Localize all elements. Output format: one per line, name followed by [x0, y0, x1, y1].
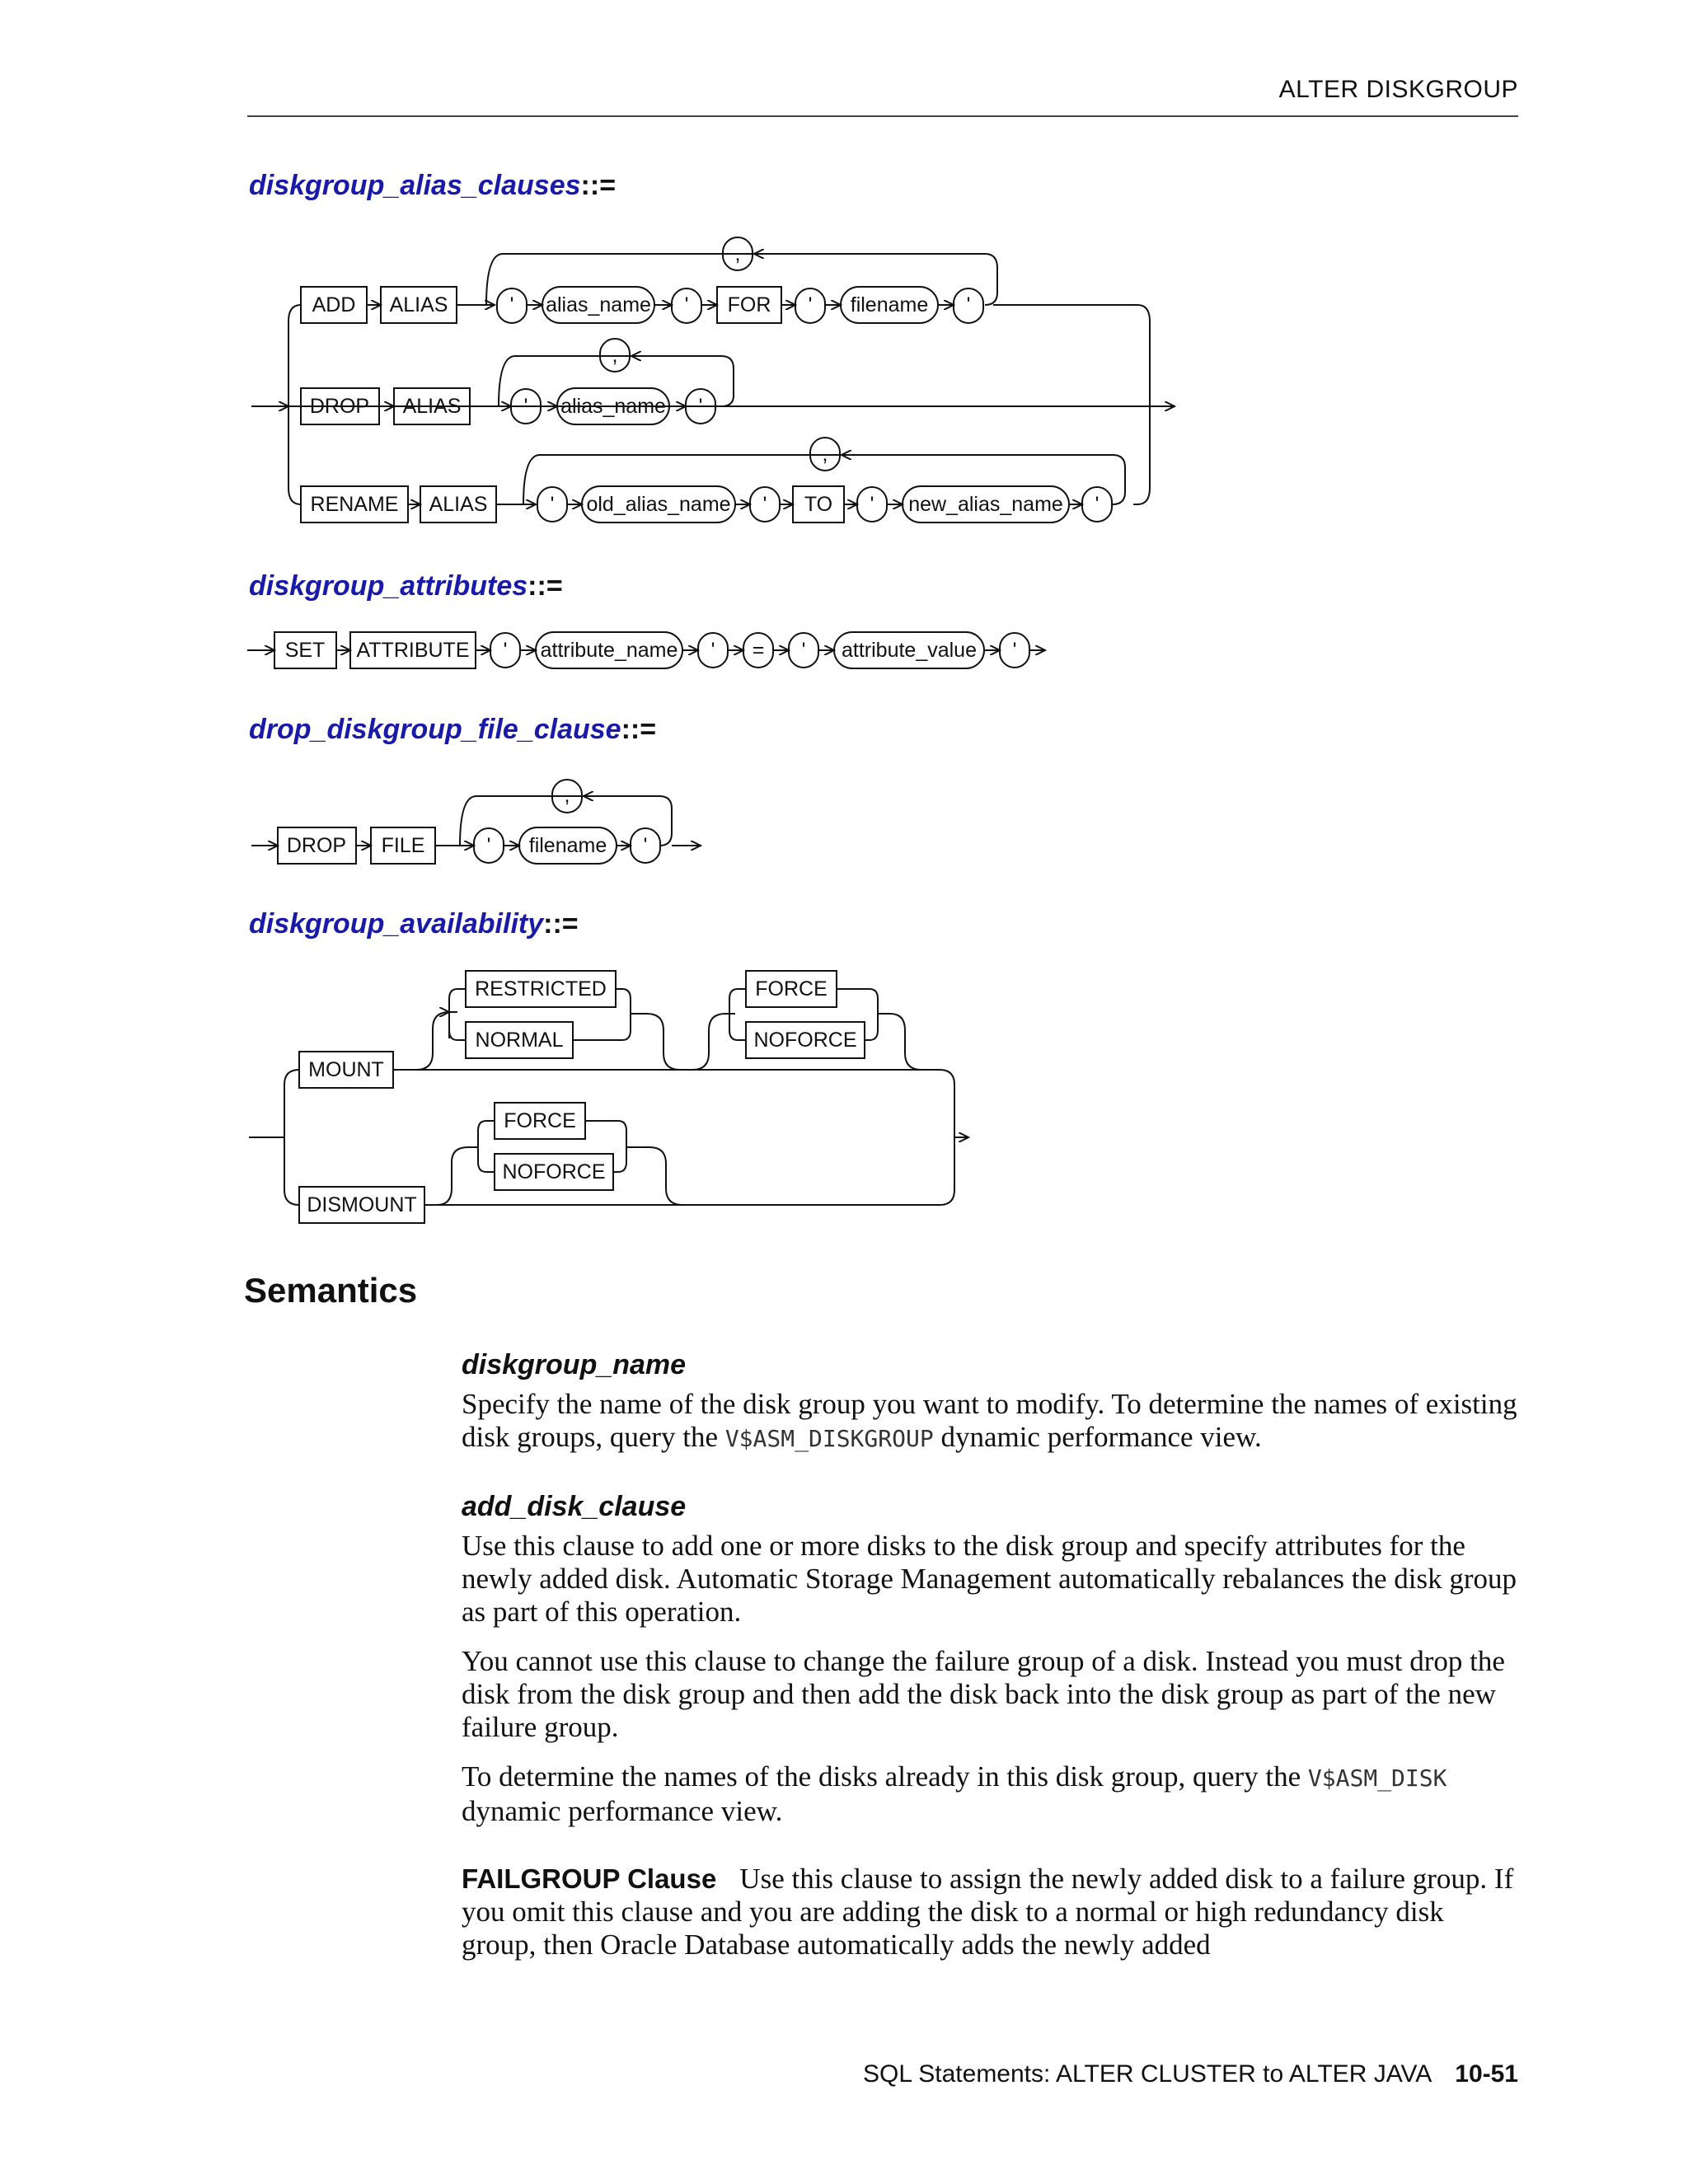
svg-text:': ': [550, 493, 555, 516]
svg-text:NOFORCE: NOFORCE: [753, 1029, 857, 1052]
section-title-alias-clauses: diskgroup_alias_clauses::=: [249, 170, 617, 201]
svg-text:,: ,: [564, 784, 570, 807]
diskgroup-name-block: [462, 1348, 1525, 1455]
svg-text:NOFORCE: NOFORCE: [502, 1160, 606, 1183]
add-disk-clause-block: [462, 1490, 1525, 1828]
add-keyword: ADD: [312, 293, 356, 316]
section-title-attributes: diskgroup_attributes::=: [249, 570, 563, 602]
svg-text:DROP: DROP: [286, 834, 347, 857]
svg-text:alias_name: alias_name: [560, 395, 666, 418]
svg-text:': ': [762, 493, 767, 516]
page-number: 10-51: [1455, 2060, 1518, 2088]
add-disk-paragraph-3: To determine the names of the disks already in this disk group, query the V$ASM_DISK dynamic performance view.: [462, 1760, 1447, 1827]
svg-text:': ': [808, 293, 813, 316]
svg-text:FORCE: FORCE: [504, 1109, 576, 1132]
footer-title: SQL Statements: ALTER CLUSTER to ALTER JAVA: [863, 2060, 1432, 2088]
svg-text:RENAME: RENAME: [310, 493, 399, 516]
svg-text:old_alias_name: old_alias_name: [586, 493, 731, 516]
section-title-drop-file-clause: drop_diskgroup_file_clause::=: [249, 714, 657, 745]
drop-file-diagram: [0, 766, 1236, 882]
svg-text:filename: filename: [850, 293, 929, 316]
running-header: [247, 76, 1518, 117]
svg-text:TO: TO: [804, 493, 833, 516]
failgroup-term: FAILGROUP Clause: [462, 1863, 717, 1894]
svg-text:MOUNT: MOUNT: [308, 1058, 384, 1081]
svg-text:SET: SET: [284, 639, 326, 662]
svg-text:alias_name: alias_name: [546, 293, 651, 316]
svg-text:,: ,: [734, 242, 741, 265]
add-disk-clause-term: add_disk_clause: [462, 1491, 687, 1522]
svg-text:': ': [486, 834, 491, 857]
svg-text:NORMAL: NORMAL: [475, 1029, 564, 1052]
svg-text:': ': [801, 639, 806, 662]
svg-text:': ': [523, 395, 528, 418]
svg-text:': ': [698, 395, 703, 418]
failgroup-clause-block: [462, 1863, 1525, 1961]
add-disk-paragraph-1: Use this clause to add one or more disks to the disk group and specify attributes for the newly added disk. Automatic Storage Management automatically rebalances the disk group as part of this operation.: [462, 1530, 1517, 1628]
failgroup-paragraph: FAILGROUP Clause Use this clause to assign the newly added disk to a failure group. If you omit this clause and you are adding the disk to a normal or high redundancy disk group, then Oracle Database automatically adds the newly added: [462, 1863, 1514, 1961]
diskgroup-name-term: diskgroup_name: [462, 1349, 687, 1380]
svg-text:ALIAS: ALIAS: [429, 493, 488, 516]
svg-text:FORCE: FORCE: [755, 977, 828, 1001]
svg-text:': ': [1012, 639, 1017, 662]
add-disk-paragraph-2: You cannot use this clause to change the failure group of a disk. Instead you must drop the disk from the disk group and then add the disk back into the disk group as part of the new failure group.: [462, 1645, 1505, 1743]
attributes-diagram: [0, 610, 1236, 692]
alias-clauses-diagram: [0, 231, 1236, 544]
svg-text:FILE: FILE: [381, 834, 425, 857]
svg-text:': ': [710, 639, 715, 662]
page-footer: [863, 2060, 1518, 2088]
availability-diagram: [0, 956, 1236, 1236]
svg-text:': ': [509, 293, 514, 316]
svg-text:': ': [684, 293, 689, 316]
running-header-title: ALTER DISKGROUP: [1278, 76, 1518, 103]
svg-text:new_alias_name: new_alias_name: [908, 493, 1063, 516]
svg-text:,: ,: [822, 443, 828, 466]
semantics-heading: Semantics: [244, 1271, 418, 1310]
svg-text:filename: filename: [528, 834, 607, 857]
svg-text:attribute_value: attribute_value: [841, 639, 978, 662]
svg-text:': ': [966, 293, 971, 316]
svg-text:': ': [503, 639, 508, 662]
alias-keyword: ALIAS: [389, 293, 448, 316]
svg-text:=: =: [752, 639, 765, 662]
svg-text:ATTRIBUTE: ATTRIBUTE: [356, 639, 470, 662]
diskgroup-name-paragraph: Specify the name of the disk group you want to modify. To determine the names of existing disk groups, query the V$ASM_DISKGROUP dynamic performance view.: [462, 1388, 1517, 1453]
svg-text:DROP: DROP: [309, 395, 370, 418]
svg-text:FOR: FOR: [727, 293, 771, 316]
svg-text:': ': [870, 493, 874, 516]
svg-text:attribute_name: attribute_name: [540, 639, 678, 662]
svg-text:RESTRICTED: RESTRICTED: [475, 977, 607, 1001]
svg-text:,: ,: [612, 344, 618, 367]
svg-text:DISMOUNT: DISMOUNT: [307, 1193, 417, 1216]
svg-text:ALIAS: ALIAS: [402, 395, 462, 418]
svg-text:': ': [1095, 493, 1100, 516]
section-title-availability: diskgroup_availability::=: [249, 908, 579, 940]
svg-text:': ': [643, 834, 648, 857]
